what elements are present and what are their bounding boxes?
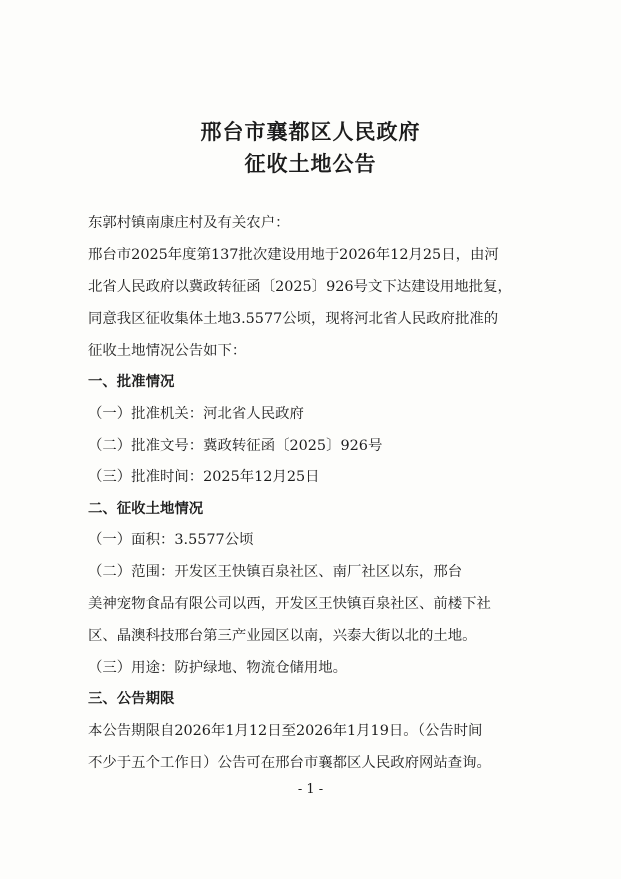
body-line: 征收土地情况公告如下： — [88, 343, 247, 359]
body-line: （二）范围：开发区王快镇百泉社区、南厂社区以东，邢台 — [88, 564, 463, 580]
document-title: 邢台市襄都区人民政府 — [200, 119, 421, 144]
body-line: 邢台市2025年度第137批次建设用地于2026年12月25日，由河 — [88, 247, 499, 263]
document-subtitle: 征收土地公告 — [244, 151, 377, 176]
body-line: 不少于五个工作日）公告可在邢台市襄都区人民政府网站查询。 — [88, 755, 491, 771]
body-line: （一）批准机关：河北省人民政府 — [88, 406, 304, 422]
body-line: 美神宠物食品有限公司以西，开发区王快镇百泉社区、前楼下社 — [88, 596, 491, 612]
body-line: 同意我区征收集体土地3.5577公顷，现将河北省人民政府批准的 — [88, 311, 499, 327]
body-line: 区、晶澳科技邢台第三产业园区以南，兴泰大街以北的土地。 — [88, 628, 477, 644]
section-heading: 一、批准情况 — [88, 373, 175, 390]
body-line: （一）面积：3.5577公顷 — [88, 532, 254, 548]
body-line: （二）批准文号：冀政转征函〔2025〕926号 — [88, 438, 383, 454]
body-line: （三）用途：防护绿地、物流仓储用地。 — [88, 660, 348, 676]
body-line: （三）批准时间：2025年12月25日 — [88, 469, 320, 485]
page-number: - 1 - — [297, 782, 324, 797]
section-heading: 三、公告期限 — [88, 690, 175, 707]
addressee: 东郭村镇南康庄村及有关农户： — [88, 215, 290, 231]
section-heading: 二、征收土地情况 — [88, 500, 204, 517]
body-line: 本公告期限自2026年1月12日至2026年1月19日。（公告时间 — [88, 723, 483, 739]
body-line: 北省人民政府以冀政转征函〔2025〕926号文下达建设用地批复， — [88, 279, 512, 295]
